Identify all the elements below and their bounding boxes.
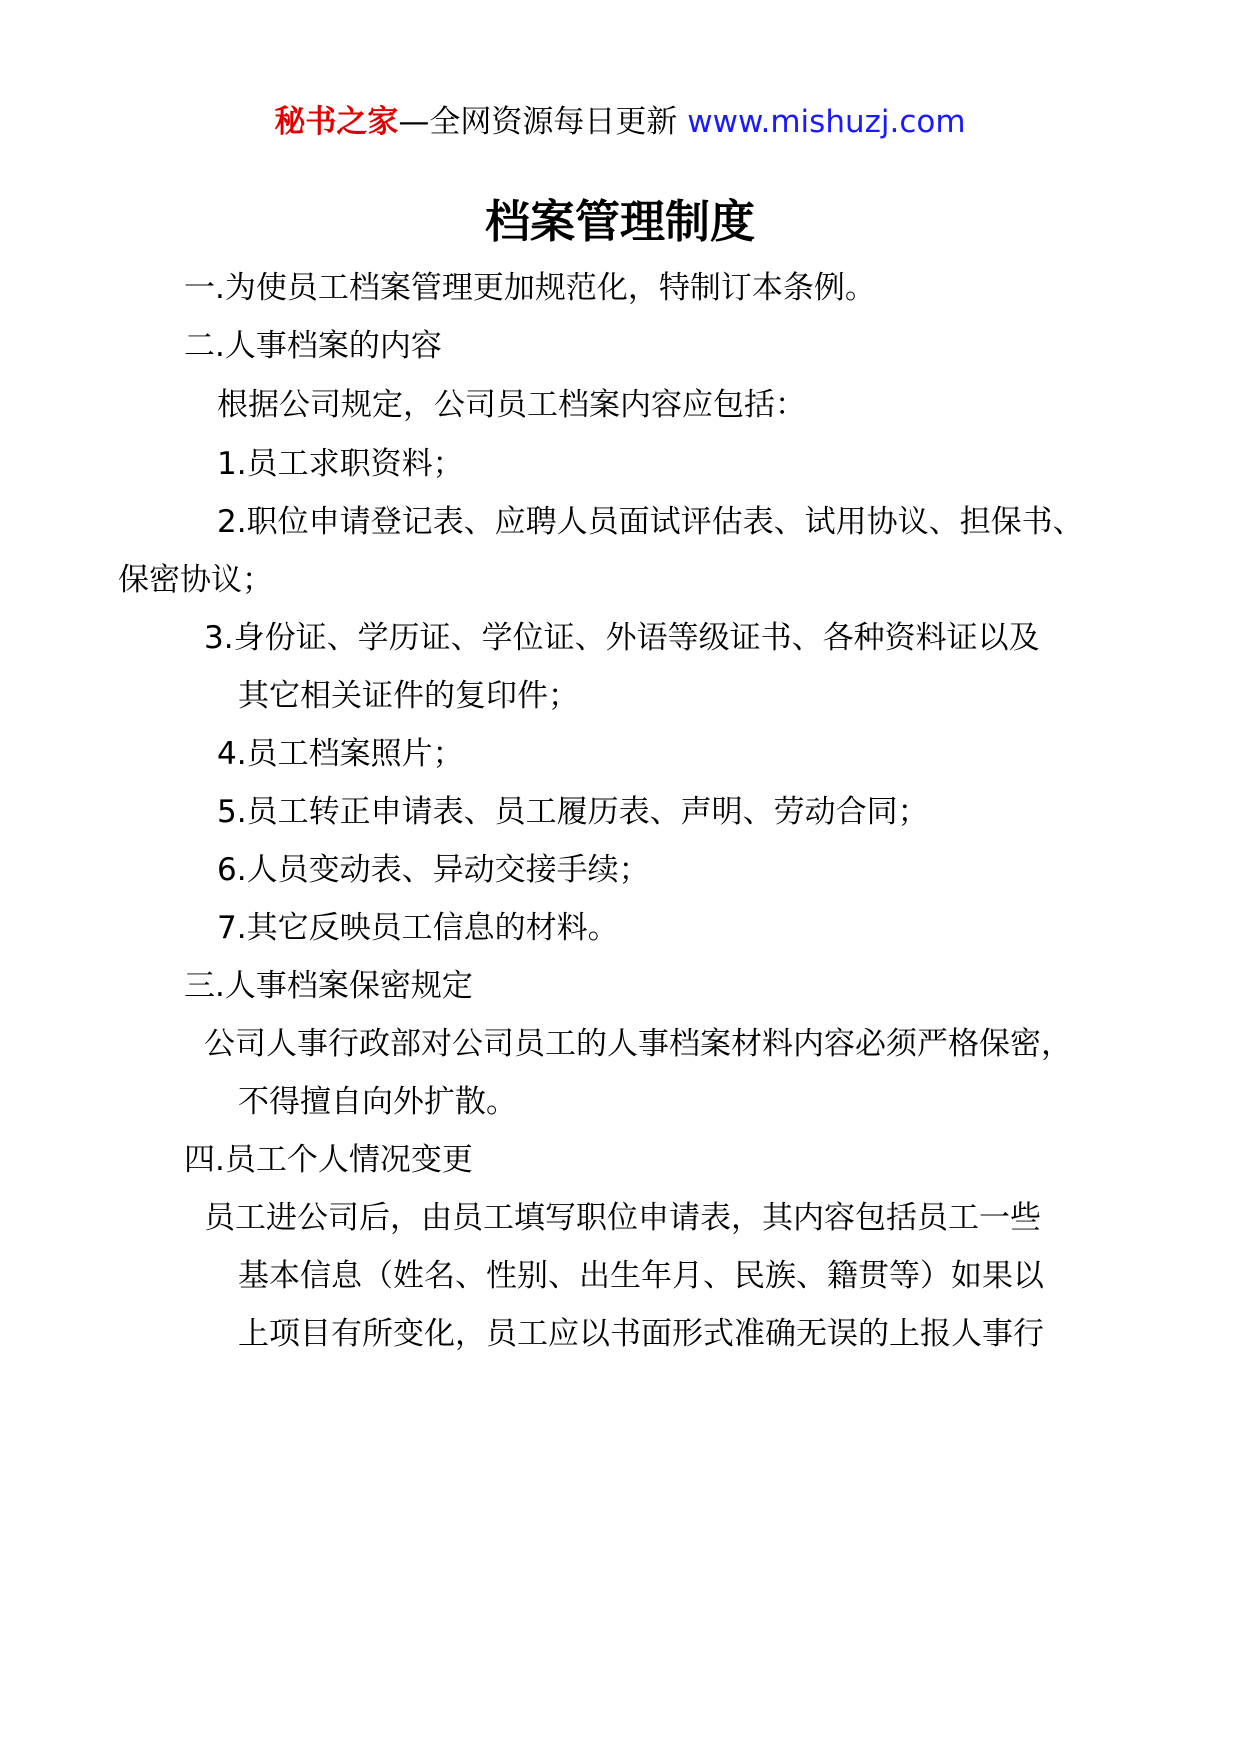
site-tagline: —全网资源每日更新 <box>398 104 688 140</box>
list-item: 1.员工求职资料； <box>217 446 464 482</box>
list-item-continuation: 其它相关证件的复印件； <box>238 678 579 714</box>
section-heading: 四.员工个人情况变更 <box>184 1142 473 1178</box>
section-heading: 三.人事档案保密规定 <box>184 968 473 1004</box>
list-item: 7.其它反映员工信息的材料。 <box>217 910 619 946</box>
site-header <box>0 98 1240 146</box>
list-item: 3.身份证、学历证、学位证、外语等级证书、各种资料证以及 <box>204 620 1040 656</box>
section-heading: 二.人事档案的内容 <box>184 328 442 364</box>
paragraph-line: 公司人事行政部对公司员工的人事档案材料内容必须严格保密， <box>204 1026 1072 1062</box>
paragraph-line: 一.为使员工档案管理更加规范化，特制订本条例。 <box>184 270 876 306</box>
list-item: 5.员工转正申请表、员工履历表、声明、劳动合同； <box>217 794 929 830</box>
paragraph-line: 基本信息（姓名、性别、出生年月、民族、籍贯等）如果以 <box>238 1258 1044 1294</box>
site-url-link[interactable]: www.mishuzj.com <box>687 104 966 140</box>
document-title: 档案管理制度 <box>484 195 755 248</box>
paragraph-line: 上项目有所变化，员工应以书面形式准确无误的上报人事行 <box>238 1316 1044 1352</box>
paragraph-line: 员工进公司后，由员工填写职位申请表，其内容包括员工一些 <box>204 1200 1041 1236</box>
list-item: 2.职位申请登记表、应聘人员面试评估表、试用协议、担保书、 <box>217 504 1084 540</box>
list-item-continuation: 保密协议； <box>118 562 273 598</box>
paragraph-line: 根据公司规定，公司员工档案内容应包括： <box>217 387 806 423</box>
list-item: 6.人员变动表、异动交接手续； <box>217 852 650 888</box>
site-brand: 秘书之家 <box>274 104 399 140</box>
paragraph-line: 不得擅自向外扩散。 <box>238 1084 517 1120</box>
list-item: 4.员工档案照片； <box>217 736 464 772</box>
